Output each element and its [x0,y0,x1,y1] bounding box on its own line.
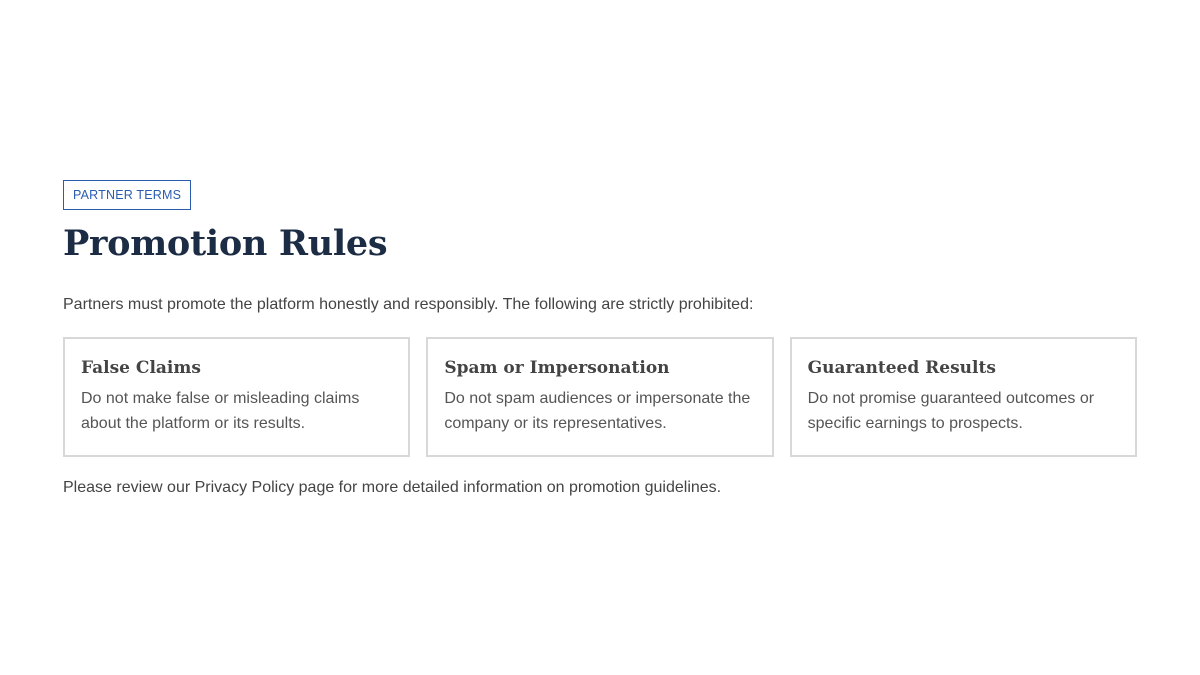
card-spam-impersonation [426,337,773,457]
intro-text: Partners must promote the platform honestly and responsibly. The following are strictly prohibited: [63,296,754,313]
footer-note: Please review our Privacy Policy page for more detailed information on promotion guidelines. [63,479,722,496]
card-text: Do not promise guaranteed outcomes or specific earnings to prospects. [807,390,1095,432]
card-title: False Claims [81,358,201,378]
card-title: Spam or Impersonation [444,358,670,378]
prohibited-cards [63,337,1137,457]
card-text: Do not make false or misleading claims about the platform or its results. [81,390,360,432]
card-title: Guaranteed Results [807,358,996,378]
card-false-claims [63,337,410,457]
card-text: Do not spam audiences or impersonate the company or its representatives. [444,390,751,432]
section-tag: PARTNER TERMS [63,180,191,210]
page-title: Promotion Rules [63,223,388,264]
promotion-rules-section [63,180,1137,499]
card-guaranteed-results [790,337,1137,457]
